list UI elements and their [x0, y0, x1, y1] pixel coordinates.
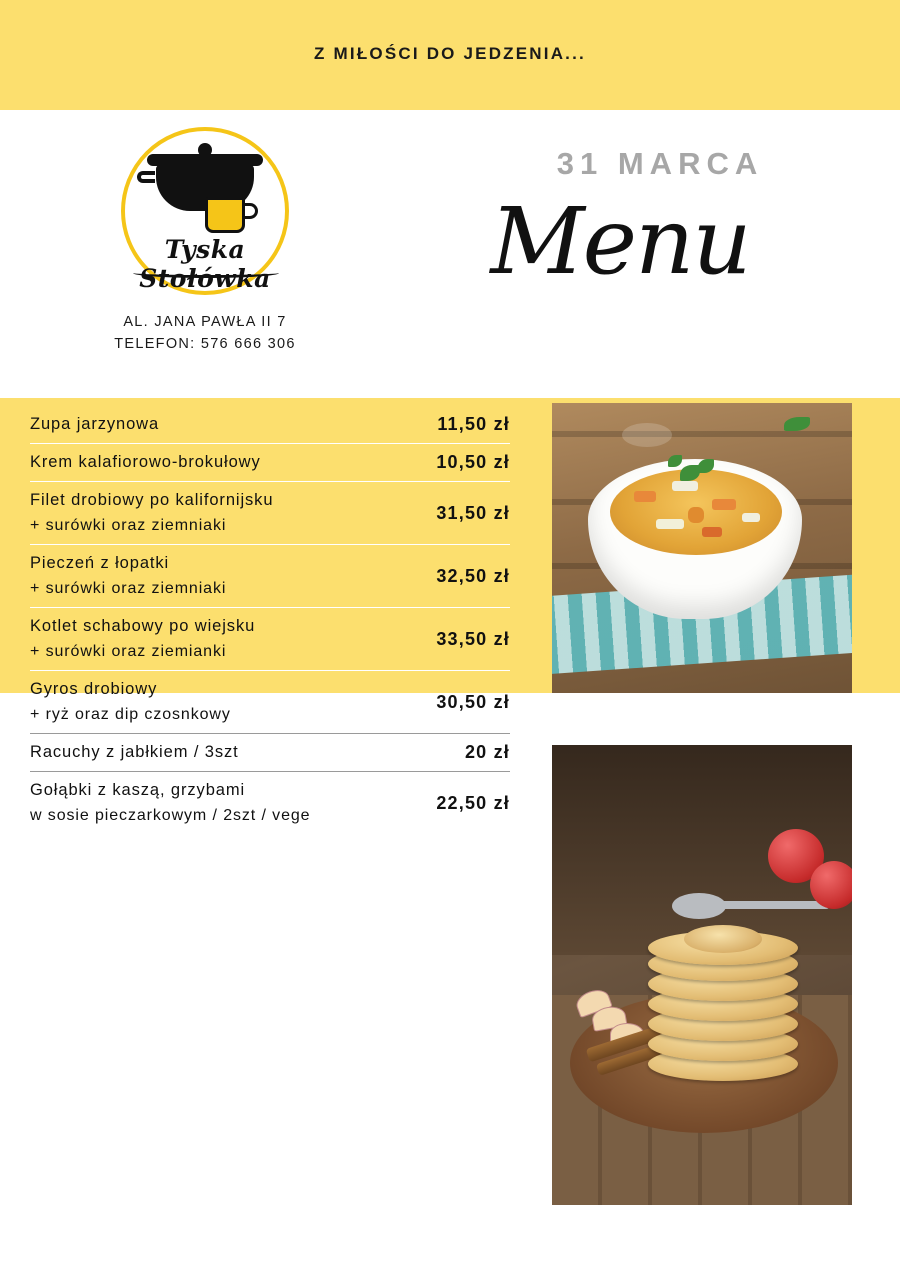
- logo-circle: [99, 127, 311, 297]
- brand-address-line: AL. JANA PAWŁA II 7: [123, 314, 287, 330]
- logo-underline: [133, 268, 279, 278]
- menu-date: 31 MARCA: [556, 146, 764, 181]
- menu-item: [30, 772, 510, 834]
- brand-phone-line: TELEFON: 576 666 306: [114, 336, 296, 352]
- menu-item-name: Gołąbki z kaszą, grzybami: [30, 781, 246, 799]
- menu-list: [30, 406, 510, 834]
- menu-item-price: 32,50 zł: [436, 565, 510, 586]
- pot-handle-icon: [137, 171, 155, 183]
- soup-photo: [552, 403, 852, 693]
- menu-item-name: Filet drobiowy po kalifornijsku: [30, 491, 274, 509]
- tagline: Z MIŁOŚCI DO JEDZENIA...: [314, 44, 586, 63]
- menu-item-name: Gyros drobiowy: [30, 680, 158, 698]
- menu-item-price: 33,50 zł: [436, 628, 510, 649]
- top-banner: [0, 0, 900, 110]
- menu-item: [30, 444, 510, 482]
- menu-item-price: 22,50 zł: [436, 792, 510, 813]
- page-title: Menu: [490, 188, 750, 295]
- header-section: [0, 110, 900, 398]
- menu-item-name: Racuchy z jabłkiem / 3szt: [30, 743, 239, 761]
- menu-item-sub: + ryż oraz dip czosnkowy: [30, 706, 231, 723]
- menu-item-price: 20 zł: [464, 742, 510, 762]
- menu-item-sub: + surówki oraz ziemniaki: [30, 517, 227, 534]
- logo-name: Tyska Stołówka: [139, 235, 271, 293]
- menu-item: [30, 734, 510, 772]
- menu-item: [30, 482, 510, 545]
- menu-item: [30, 545, 510, 608]
- menu-item-name: Kotlet schabowy po wiejsku: [30, 617, 256, 635]
- menu-item-sub: w sosie pieczarkowym / 2szt / vege: [30, 807, 311, 824]
- menu-item-price: 31,50 zł: [436, 502, 510, 523]
- menu-item-name: Pieczeń z łopatki: [30, 554, 170, 572]
- menu-item-price: 30,50 zł: [436, 691, 510, 712]
- cup-handle-icon: [242, 203, 258, 219]
- pancakes-photo: [552, 745, 852, 1205]
- menu-item-price: 10,50 zł: [436, 452, 510, 472]
- menu-item-name: Krem kalafiorowo-brokułowy: [30, 453, 261, 471]
- menu-item: [30, 608, 510, 671]
- menu-item: [30, 671, 510, 734]
- menu-item: [30, 406, 510, 444]
- menu-item-price: 11,50 zł: [437, 414, 510, 434]
- brand-logo-block: [60, 127, 350, 355]
- menu-item-sub: + surówki oraz ziemniaki: [30, 580, 227, 597]
- menu-item-sub: + surówki oraz ziemianki: [30, 643, 227, 660]
- menu-item-name: Zupa jarzynowa: [30, 415, 160, 433]
- cup-icon: [205, 197, 245, 233]
